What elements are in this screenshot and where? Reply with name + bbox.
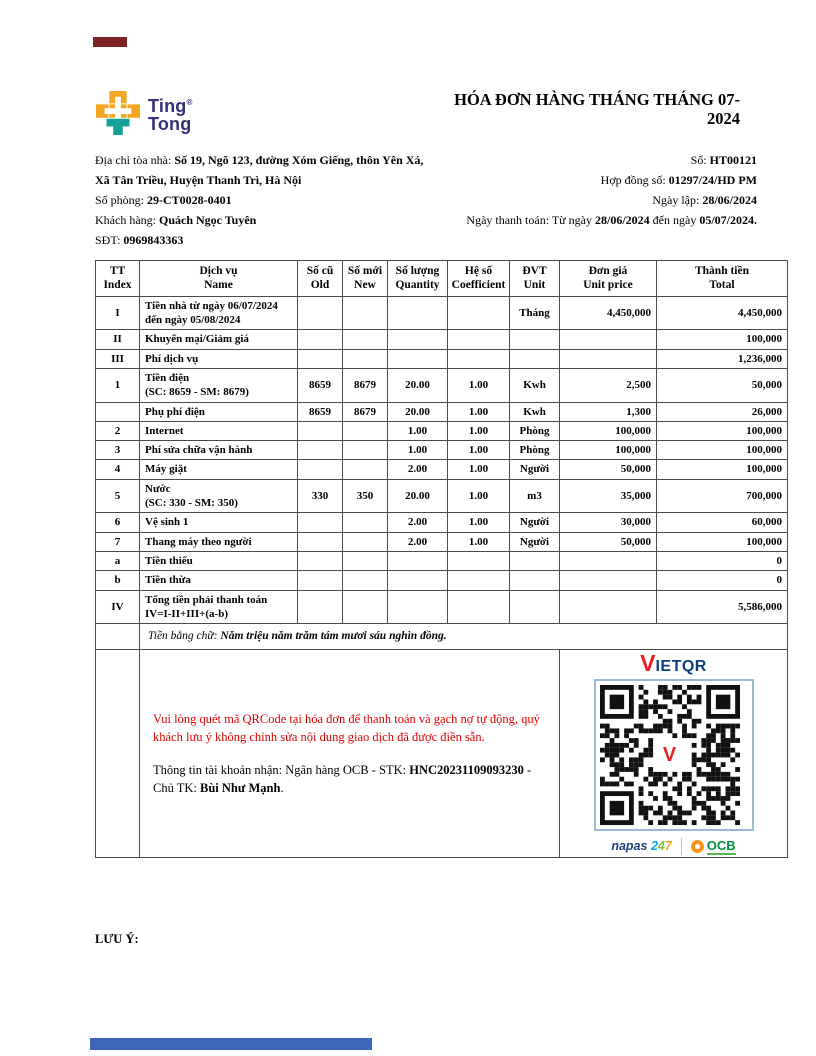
cell-index: b [96, 571, 140, 590]
cell-total: 50,000 [657, 368, 788, 402]
cell-index: 3 [96, 441, 140, 460]
cell-unit [510, 551, 560, 570]
cell-unit-price: 50,000 [560, 532, 657, 551]
cell-quantity: 20.00 [388, 479, 448, 513]
invoice-table [95, 260, 788, 858]
cell-index: I [96, 296, 140, 330]
cell-unit-price: 100,000 [560, 421, 657, 440]
cell-unit-price: 35,000 [560, 479, 657, 513]
cell-index: IV [96, 590, 140, 624]
cell-unit-price: 50,000 [560, 460, 657, 479]
qr-footer-logos [589, 838, 759, 855]
cell-unit-price: 100,000 [560, 441, 657, 460]
cell-new [343, 330, 388, 349]
cell-new [343, 460, 388, 479]
cell-quantity: 20.00 [388, 402, 448, 421]
napas-247-logo: napas 247 [611, 839, 672, 854]
cell-coefficient: 1.00 [448, 441, 510, 460]
info-line-1 [95, 152, 757, 172]
cell-coefficient: 1.00 [448, 402, 510, 421]
cell-index: III [96, 349, 140, 368]
cell-old [298, 441, 343, 460]
invoice-number: Số: HT00121 [690, 153, 757, 167]
cell-total: 100,000 [657, 330, 788, 349]
cell-new [343, 513, 388, 532]
room-number: Số phòng: 29-CT0028-0401 [95, 193, 232, 207]
qr-payment-notice: Vui lòng quét mã QRCode tại hóa đơn để thanh toán và gạch nợ tự động, quý khách lưu ý không chỉnh sửa nội dung giao dịch đã được điền sẵn. [153, 712, 540, 745]
cell-coefficient: 1.00 [448, 460, 510, 479]
cell-quantity [388, 590, 448, 624]
cell-unit: Người [510, 513, 560, 532]
cell-unit: Phòng [510, 421, 560, 440]
cell-total: 100,000 [657, 421, 788, 440]
cell-unit [510, 349, 560, 368]
cell-old [298, 296, 343, 330]
cell-unit-price [560, 551, 657, 570]
cell-index: 5 [96, 479, 140, 513]
col-header-name: Dịch vụ Name [140, 261, 298, 297]
table-row [96, 421, 788, 440]
cell-new [343, 571, 388, 590]
contract-number: Hợp đồng số: 01297/24/HD PM [600, 173, 757, 187]
cell-name: Tiền nhà từ ngày 06/07/2024 đến ngày 05/08/2024 [140, 296, 298, 330]
customer-name: Khách hàng: Quách Ngọc Tuyên [95, 213, 257, 227]
table-row [96, 551, 788, 570]
issue-date: Ngày lập: 28/06/2024 [652, 193, 757, 207]
cell-quantity: 2.00 [388, 513, 448, 532]
table-row [96, 460, 788, 479]
cell-name: Internet [140, 421, 298, 440]
cell-total: 4,450,000 [657, 296, 788, 330]
building-address-line1: Địa chỉ tòa nhà: Số 19, Ngõ 123, đường Xóm Giếng, thôn Yên Xá, [95, 153, 424, 167]
cell-total: 0 [657, 551, 788, 570]
cell-total: 26,000 [657, 402, 788, 421]
payment-instructions [140, 650, 560, 858]
cell-index: 6 [96, 513, 140, 532]
invoice-info [95, 152, 757, 252]
cell-unit [510, 571, 560, 590]
cell-name: Nước (SC: 330 - SM: 350) [140, 479, 298, 513]
cell-index [96, 650, 140, 858]
cell-unit-price [560, 571, 657, 590]
tingtong-logo [95, 90, 193, 141]
cell-old [298, 532, 343, 551]
cell-name: Phụ phí điện [140, 402, 298, 421]
table-row [96, 441, 788, 460]
cell-unit-price: 4,450,000 [560, 296, 657, 330]
cell-old [298, 590, 343, 624]
cell-total: 60,000 [657, 513, 788, 532]
info-line-5 [95, 232, 757, 252]
table-row [96, 513, 788, 532]
col-header-old: Số cũ Old [298, 261, 343, 297]
col-header-quantity: Số lượng Quantity [388, 261, 448, 297]
cell-total: 5,586,000 [657, 590, 788, 624]
cell-name: Phí sửa chữa vận hành [140, 441, 298, 460]
ocb-logo: OCB [691, 839, 736, 855]
invoice-header [95, 90, 740, 141]
cell-name: Vệ sinh 1 [140, 513, 298, 532]
cell-quantity [388, 330, 448, 349]
amount-in-words-row [96, 624, 788, 650]
cell-old [298, 349, 343, 368]
customer-phone: SĐT: 0969843363 [95, 233, 184, 247]
cell-old [298, 513, 343, 532]
cell-name: Phí dịch vụ [140, 349, 298, 368]
cell-coefficient: 1.00 [448, 421, 510, 440]
cell-index: 4 [96, 460, 140, 479]
amount-in-words: Tiền bằng chữ: Năm triệu năm trăm tám mươi sáu nghìn đồng. [140, 624, 788, 650]
cell-quantity: 20.00 [388, 368, 448, 402]
cell-quantity: 2.00 [388, 532, 448, 551]
cell-unit-price: 1,300 [560, 402, 657, 421]
cell-index [96, 402, 140, 421]
cell-total: 100,000 [657, 441, 788, 460]
cell-coefficient [448, 571, 510, 590]
table-row [96, 402, 788, 421]
cell-quantity: 1.00 [388, 421, 448, 440]
qr-center-v-icon: V [657, 742, 683, 768]
table-header-row [96, 261, 788, 297]
cell-old: 330 [298, 479, 343, 513]
ocb-icon [691, 840, 704, 853]
cell-unit-price: 2,500 [560, 368, 657, 402]
table-row [96, 330, 788, 349]
cell-total: 1,236,000 [657, 349, 788, 368]
table-row [96, 479, 788, 513]
cell-name: Tiền điện (SC: 8659 - SM: 8679) [140, 368, 298, 402]
cell-unit: Người [510, 532, 560, 551]
qr-section [560, 650, 788, 858]
cell-name: Tổng tiền phải thanh toán IV=I-II+III+(a-b) [140, 590, 298, 624]
cell-old [298, 330, 343, 349]
cell-unit-price [560, 590, 657, 624]
qr-code [594, 679, 754, 831]
cell-unit-price: 30,000 [560, 513, 657, 532]
cell-old [298, 551, 343, 570]
vietqr-logo: VIETQR [640, 650, 707, 677]
cell-index: 1 [96, 368, 140, 402]
cell-new: 8679 [343, 368, 388, 402]
cell-coefficient [448, 551, 510, 570]
cell-total: 0 [657, 571, 788, 590]
cell-coefficient [448, 349, 510, 368]
cell-total: 100,000 [657, 532, 788, 551]
cell-new: 8679 [343, 402, 388, 421]
cell-unit-price [560, 349, 657, 368]
cell-index: 2 [96, 421, 140, 440]
cell-quantity: 2.00 [388, 460, 448, 479]
table-row [96, 296, 788, 330]
table-row [96, 571, 788, 590]
cell-coefficient: 1.00 [448, 479, 510, 513]
cell-unit [510, 330, 560, 349]
invoice-title: HÓA ĐƠN HÀNG THÁNG THÁNG 07-2024 [454, 90, 740, 129]
table-row [96, 590, 788, 624]
cell-coefficient: 1.00 [448, 513, 510, 532]
info-line-2 [95, 172, 757, 192]
table-row [96, 532, 788, 551]
col-header-new: Số mới New [343, 261, 388, 297]
cell-unit [510, 590, 560, 624]
cell-name: Tiền thừa [140, 571, 298, 590]
cell-quantity [388, 296, 448, 330]
cell-old: 8659 [298, 402, 343, 421]
footer-blue-bar [90, 1038, 372, 1050]
col-header-coefficient: Hệ số Coefficient [448, 261, 510, 297]
cell-unit: Tháng [510, 296, 560, 330]
col-header-unit: ĐVT Unit [510, 261, 560, 297]
cell-name: Thang máy theo người [140, 532, 298, 551]
cell-name: Tiền thiếu [140, 551, 298, 570]
cell-new [343, 532, 388, 551]
table-row [96, 368, 788, 402]
tingtong-logo-text: Ting® Tong [148, 96, 193, 134]
table-row [96, 349, 788, 368]
building-address-line2: Xã Tân Triều, Huyện Thanh Trì, Hà Nội [95, 173, 302, 187]
cell-unit: Kwh [510, 402, 560, 421]
cell-new [343, 421, 388, 440]
top-left-mark [93, 37, 127, 47]
cell-unit: Người [510, 460, 560, 479]
cell-new [343, 349, 388, 368]
col-header-index: TT Index [96, 261, 140, 297]
info-line-4 [95, 212, 757, 232]
cell-coefficient [448, 590, 510, 624]
cell-name: Máy giặt [140, 460, 298, 479]
payment-row [96, 650, 788, 858]
cell-index [96, 624, 140, 650]
cell-index: II [96, 330, 140, 349]
cell-coefficient: 1.00 [448, 532, 510, 551]
cell-new [343, 590, 388, 624]
cell-old [298, 421, 343, 440]
info-line-3 [95, 192, 757, 212]
logo-divider [681, 838, 682, 855]
tingtong-logo-icon [95, 90, 141, 141]
cell-quantity [388, 551, 448, 570]
cell-new: 350 [343, 479, 388, 513]
cell-unit: Phòng [510, 441, 560, 460]
cell-new [343, 441, 388, 460]
cell-quantity [388, 571, 448, 590]
cell-quantity [388, 349, 448, 368]
cell-total: 100,000 [657, 460, 788, 479]
receiving-account-info: Thông tin tài khoản nhận: Ngân hàng OCB - STK: HNC20231109093230 - Chủ TK: Bùi Như Mạnh. [153, 762, 532, 795]
cell-total: 700,000 [657, 479, 788, 513]
cell-new [343, 296, 388, 330]
cell-name: Khuyến mại/Giảm giá [140, 330, 298, 349]
cell-index: a [96, 551, 140, 570]
cell-quantity: 1.00 [388, 441, 448, 460]
cell-old [298, 571, 343, 590]
cell-index: 7 [96, 532, 140, 551]
cell-old: 8659 [298, 368, 343, 402]
cell-old [298, 460, 343, 479]
notes-label: LƯU Ý: [95, 932, 139, 946]
col-header-unit-price: Đơn giá Unit price [560, 261, 657, 297]
cell-coefficient [448, 330, 510, 349]
cell-coefficient [448, 296, 510, 330]
col-header-total: Thành tiền Total [657, 261, 788, 297]
cell-new [343, 551, 388, 570]
cell-unit: m3 [510, 479, 560, 513]
payment-period: Ngày thanh toán: Từ ngày 28/06/2024 đến ngày 05/07/2024. [466, 213, 757, 227]
cell-coefficient: 1.00 [448, 368, 510, 402]
cell-unit: Kwh [510, 368, 560, 402]
cell-unit-price [560, 330, 657, 349]
